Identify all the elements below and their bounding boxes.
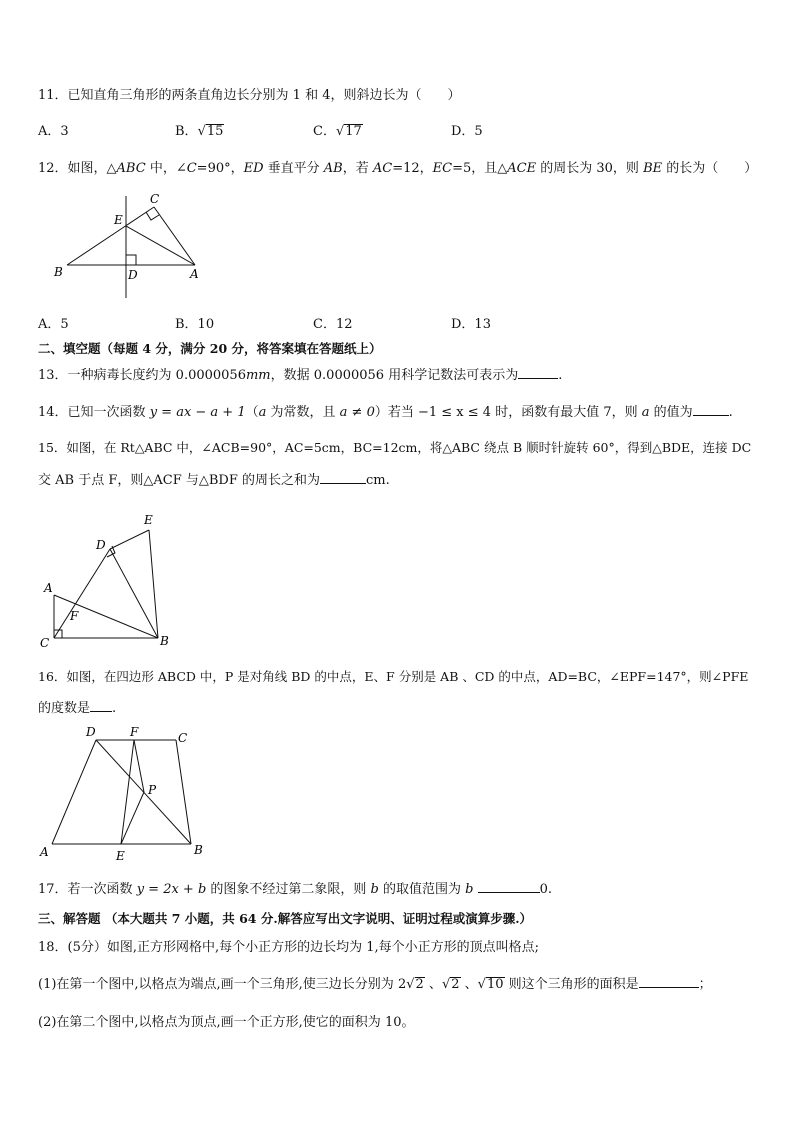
q13-text: 13．一种病毒长度约为 0.0000056mm，数据 0.0000056 用科学记数法可表示为 . xyxy=(38,368,563,383)
q18-intro: 18．(5分）如图,正方形网格中,每个小正方形的边长均为 1,每个小正方形的顶点叫格点; xyxy=(38,940,540,955)
q16-label-c: C xyxy=(178,731,188,745)
q11-option-c-label: C． xyxy=(313,124,336,139)
q14-answer-blank xyxy=(693,403,729,416)
q15-label-e: E xyxy=(144,513,153,527)
q15-line1: 15．如图，在 Rt△ABC 中，∠ACB=90°，AC=5cm，BC=12cm，将△ABC 绕点 B 顺时针旋转 60°，得到△BDE，连接 DC xyxy=(38,440,752,455)
q15-line2: 交 AB 于点 F，则△ACF 与△BDF 的周长之和为 cm. xyxy=(38,473,390,488)
q12-figure xyxy=(50,188,210,303)
q16-label-b: B xyxy=(194,843,203,857)
section2-title: 二、填空题（每题 4 分，满分 20 分，将答案填在答题纸上） xyxy=(38,341,382,356)
q12-label-a: A xyxy=(190,267,199,281)
q12-option-a: A．5 xyxy=(38,317,69,332)
q11-option-c-radicand: 17 xyxy=(345,124,362,139)
q16-label-d: D xyxy=(86,725,96,739)
q18-part1: (1)在第一个图中,以格点为端点,画一个三角形,使三边长分别为 2√2 、√2 、√10 则这个三角形的面积是 ； xyxy=(38,977,712,992)
q12-option-c: C．12 xyxy=(313,317,353,332)
q17-answer-blank xyxy=(478,880,540,893)
q12-label-b: B xyxy=(54,265,63,279)
sqrt-symbol: √ xyxy=(406,977,415,992)
q13-answer-blank xyxy=(518,366,558,379)
q15-figure xyxy=(36,512,186,652)
q16-line2: 的度数是 . xyxy=(38,701,117,716)
q16-figure xyxy=(36,722,216,862)
section3-title: 三、解答题 （本大题共 7 小题，共 64 分.解答应写出文字说明、证明过程或演算步骤.） xyxy=(38,911,533,926)
q15-answer-blank xyxy=(320,471,366,484)
q15-label-d: D xyxy=(96,538,106,552)
q18-answer-blank xyxy=(639,975,699,988)
sqrt-symbol: √ xyxy=(441,977,451,992)
q14-text: 14．已知一次函数 y = ax − a + 1（a 为常数，且 a ≠ 0）若当 −1 ≤ x ≤ 4 时，函数有最大值 7，则 a 的值为 . xyxy=(38,405,733,420)
q11-option-d: D．5 xyxy=(451,124,483,139)
q15-label-f: F xyxy=(70,609,79,623)
q16-label-f: F xyxy=(130,725,139,739)
sqrt-symbol: √ xyxy=(335,124,345,139)
q11-option-c xyxy=(313,120,363,139)
q12-option-d: D．13 xyxy=(451,317,491,332)
q15-label-b: B xyxy=(160,634,169,648)
q16-answer-blank xyxy=(90,699,112,712)
sqrt-symbol: √ xyxy=(477,977,486,992)
q16-label-e: E xyxy=(116,849,125,863)
q11-option-a: A．3 xyxy=(38,124,69,139)
q11-option-b xyxy=(175,120,224,139)
q12-text: 12．如图，△ABC 中，∠C=90°，ED 垂直平分 AB，若 AC=12，EC=5，且△ACE 的周长为 30，则 BE 的长为（ ） xyxy=(38,161,758,176)
q16-label-a: A xyxy=(40,845,49,859)
q16-label-p: P xyxy=(148,783,157,797)
sqrt-symbol: √ xyxy=(197,124,206,139)
q17-text: 17．若一次函数 y = 2x + b 的图象不经过第二象限，则 b 的取值范围为 b 0. xyxy=(38,882,553,897)
q12-label-e: E xyxy=(114,213,123,227)
q12-label-c: C xyxy=(150,192,160,206)
q12-option-b: B．10 xyxy=(175,317,215,332)
q15-label-c: C xyxy=(40,636,50,650)
q11-option-b-label: B． xyxy=(175,124,198,139)
q16-line1: 16．如图，在四边形 ABCD 中，P 是对角线 BD 的中点，E、F 分别是 AB 、CD 的中点，AD=BC，∠EPF=147°，则∠PFE xyxy=(38,669,749,684)
q11-text: 11．已知直角三角形的两条直角边长分别为 1 和 4，则斜边长为（ ） xyxy=(38,88,461,103)
q15-label-a: A xyxy=(44,581,53,595)
q18-part2: (2)在第二个图中,以格点为顶点,画一个正方形,使它的面积为 10。 xyxy=(38,1015,415,1030)
q12-label-d: D xyxy=(128,268,138,282)
q11-option-b-radicand: 15 xyxy=(206,124,224,139)
